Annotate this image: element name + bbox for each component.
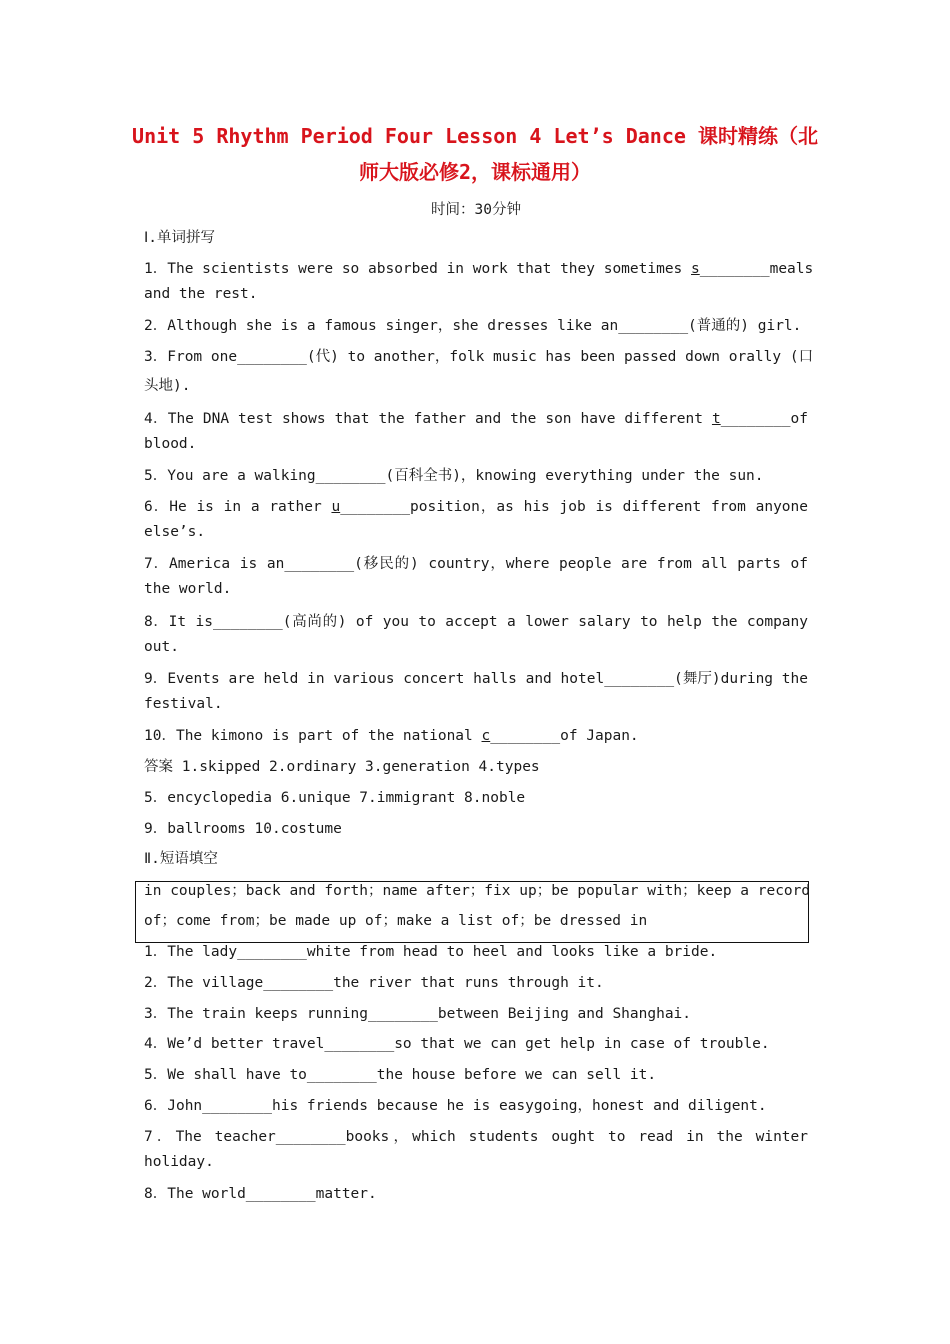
phrase-question-1: 1．The lady________white from head to heel and looks like a bride. [144,944,718,960]
question-4-line-1 [144,407,808,428]
question-9-line-2: festival. [144,696,223,712]
phrase-question-6: 6．John________his friends because he is easygoing，honest and diligent. [144,1098,767,1114]
question-10-cue: c [481,728,491,744]
question-6-line-2: else’s. [144,524,206,540]
section-1-heading: Ⅰ.单词拼写 [144,230,216,246]
question-6-cue: u [331,499,341,515]
section-2-heading: Ⅱ.短语填空 [144,851,218,867]
question-4-text: 4．The DNA test shows that the father and the son have different [144,411,712,427]
question-6-text: 6．He is in a rather [144,499,332,515]
phrase-bank-line-2: of；come from；be made up of；make a list of；be dressed in [144,913,648,929]
question-3-line-1: 3．From one________(代) to another，folk music has been passed down orally (口 [144,349,814,365]
phrase-question-8: 8．The world________matter. [144,1186,377,1202]
time-limit: 时间：30分钟 [431,202,521,218]
question-1-text: 1．The scientists were so absorbed in work that they sometimes [144,261,692,277]
question-6-line-1 [144,495,808,516]
phrase-question-7-line-1: 7．The teacher________books，which students ought to read in the winter [144,1129,808,1145]
question-1-line-2: and the rest. [144,286,258,302]
question-4-blank: ________of [720,411,808,427]
answers-line-1: 答案 1.skipped 2.ordinary 3.generation 4.types [144,759,540,775]
document-title [130,118,820,190]
question-7-line-1: 7．America is an________(移民的) country，where people are from all parts of [144,556,808,572]
question-4-cue: t [711,411,721,427]
question-10-blank: ________of Japan. [490,728,639,744]
question-7-line-2: the world. [144,581,232,597]
phrase-question-4: 4．We’d better travel________so that we can get help in case of trouble. [144,1036,770,1052]
question-8-line-2: out. [144,639,179,655]
phrase-question-5: 5．We shall have to________the house before we can sell it. [144,1067,657,1083]
question-2: 2．Although she is a famous singer，she dresses like an________(普通的) girl. [144,318,802,334]
question-10-text: 10．The kimono is part of the national [144,728,482,744]
question-1-line-1 [144,257,814,278]
question-8-line-1: 8．It is________(高尚的) of you to accept a lower salary to help the company [144,614,808,630]
question-1-cue: s [691,261,700,277]
question-10 [144,724,808,745]
answers-line-2: 5．encyclopedia 6.unique 7.immigrant 8.noble [144,790,526,806]
phrase-question-3: 3．The train keeps running________between Beijing and Shanghai. [144,1006,692,1022]
title-line-2: 师大版必修2，课标通用） [358,160,592,184]
phrase-question-7-line-2: holiday. [144,1154,214,1170]
question-6-blank: ________position，as his job is different from anyone [340,499,808,515]
question-9-line-1: 9．Events are held in various concert halls and hotel________(舞厅)during the [144,671,808,687]
phrase-bank-line-1: in couples；back and forth；name after；fix up；be popular with；keep a record [144,883,811,899]
question-5: 5．You are a walking________(百科全书)，knowing everything under the sun. [144,468,764,484]
question-1-blank: ________meals [699,261,814,277]
question-3-line-2: 头地). [144,378,191,394]
title-line-1: Unit 5 Rhythm Period Four Lesson 4 Let’s Dance 课时精练（北 [132,124,818,148]
question-4-line-2: blood. [144,436,197,452]
answers-line-3: 9．ballrooms 10.costume [144,821,342,837]
phrase-question-2: 2．The village________the river that runs through it. [144,975,604,991]
